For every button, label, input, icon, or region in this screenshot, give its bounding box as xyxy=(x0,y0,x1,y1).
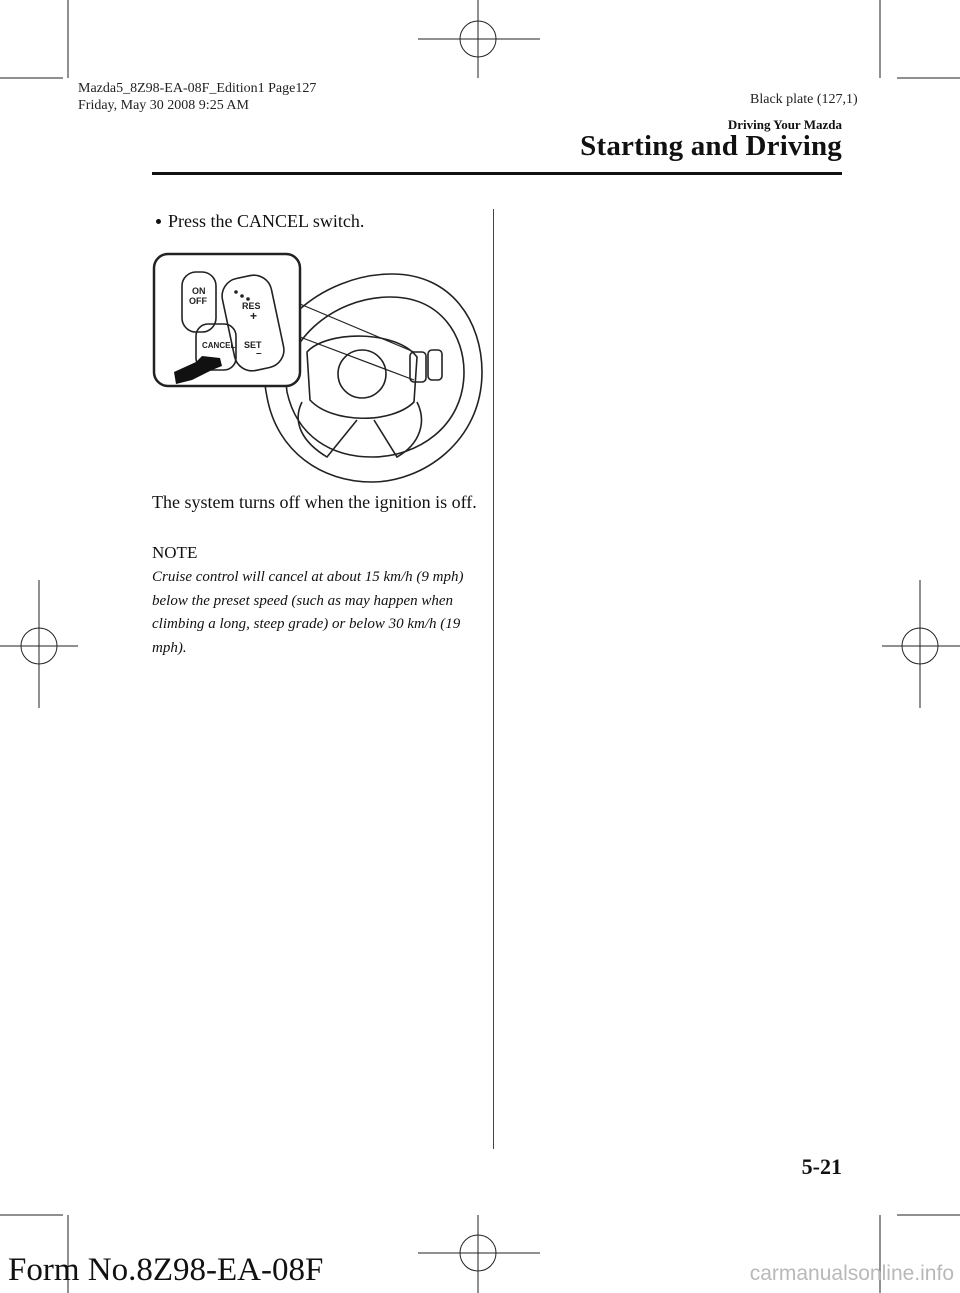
body-paragraph: The system turns off when the ignition is off. xyxy=(152,492,477,512)
minus-label: – xyxy=(256,348,262,359)
steering-wheel-illustration xyxy=(152,252,482,482)
cancel-label: CANCEL xyxy=(202,341,236,350)
watermark: carmanualsonline.info xyxy=(749,1262,954,1285)
note-heading: NOTE xyxy=(152,543,198,562)
res-label: RES xyxy=(242,301,261,311)
on-label: ON xyxy=(192,286,206,296)
set-label: SET xyxy=(244,340,262,350)
page-number: 5-21 xyxy=(801,1154,842,1179)
bullet-item xyxy=(156,211,364,232)
plus-label: + xyxy=(250,309,258,323)
bullet-icon xyxy=(156,219,161,224)
bullet-text: Press the CANCEL switch. xyxy=(168,211,365,231)
header-rule xyxy=(152,172,842,175)
section-title: Starting and Driving xyxy=(580,130,842,162)
column-divider xyxy=(493,209,494,1149)
print-info xyxy=(78,80,316,114)
note-text: Cruise control will cancel at about 15 km/h (9 mph) below the preset speed (such as may happen when climbing a long, steep grade) or below 30 km/h (19 mph). xyxy=(152,569,464,656)
wheel-hub-icon xyxy=(338,350,386,398)
form-number: Form No.8Z98-EA-08F xyxy=(8,1252,324,1288)
file-info: Mazda5_8Z98-EA-08F_Edition1 Page127 xyxy=(78,81,317,96)
off-label: OFF xyxy=(189,296,207,306)
plate-info: Black plate (127,1) xyxy=(750,92,858,107)
section-label: Driving Your Mazda xyxy=(727,117,842,132)
print-date: Friday, May 30 2008 9:25 AM xyxy=(78,98,249,113)
